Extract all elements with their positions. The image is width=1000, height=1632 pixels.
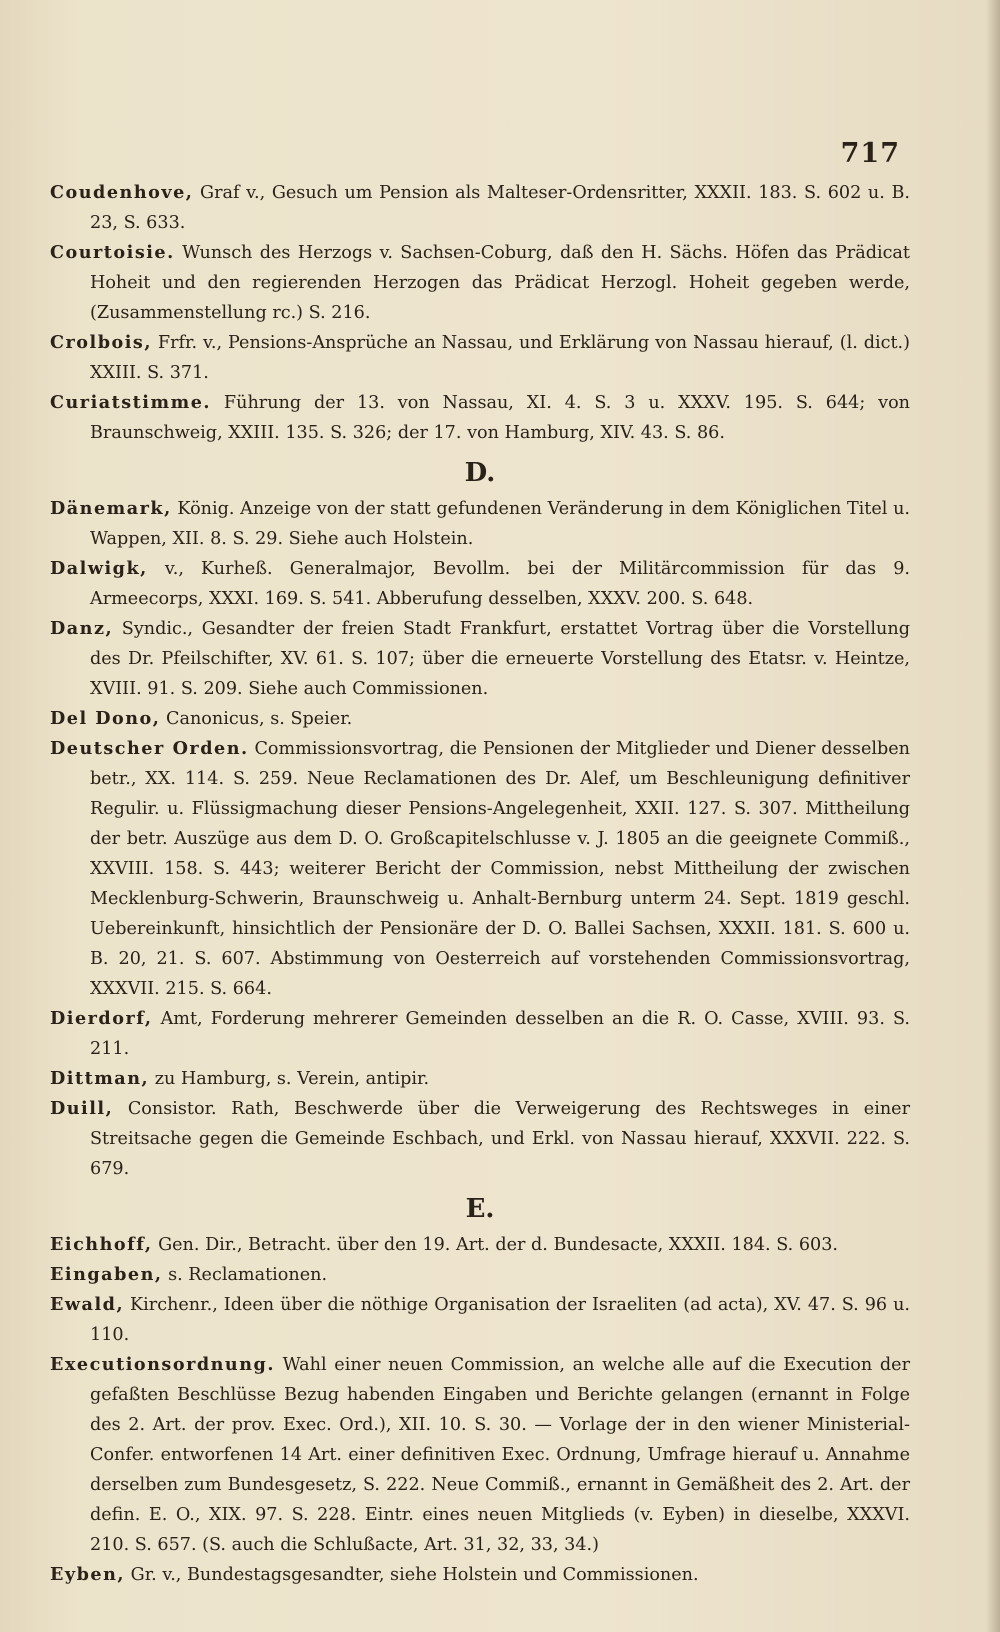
entry-headword: Dänemark, xyxy=(50,498,172,519)
entry-headword: Curiatstimme. xyxy=(50,392,212,413)
section-letter: D. xyxy=(464,458,496,488)
index-entry xyxy=(50,734,910,1004)
entry-headword: Deutscher Orden. xyxy=(50,738,249,759)
index-entry xyxy=(50,614,910,704)
entry-headword: Dierdorf, xyxy=(50,1008,153,1029)
index-entry xyxy=(50,1230,910,1260)
entry-text: v., Kurheß. Generalmajor, Bevollm. bei der Militärcommission für das 9. Armeecorps, XXXI. 169. S. 541. Abberufung desselben, XXXV. 200. S. 648. xyxy=(90,559,910,609)
entry-headword: Eichhoff, xyxy=(50,1234,153,1255)
index-entry xyxy=(50,1064,910,1094)
entry-text: Syndic., Gesandter der freien Stadt Frankfurt, erstattet Vortrag über die Vorstellung des Dr. Pfeilschifter, XV. 61. S. 107; über die erneuerte Vorstellung des Etatsr. v. Heintze, XVIII. 91. S. 209. Siehe auch Commissionen. xyxy=(90,619,910,699)
entry-headword: Duill, xyxy=(50,1098,114,1119)
index-entry xyxy=(50,704,910,734)
section-letter: E. xyxy=(465,1194,495,1224)
entry-text: Wahl einer neuen Commission, an welche alle auf die Execution der gefaßten Beschlüsse Bezug habenden Eingaben und Berichte gelangen (ernannt in Folge des 2. Art. der prov. Exec. Ord.), XII. 10. S. 30. — Vorlage der in den wiener Ministerial-Confer. entworfenen 14 Art. einer definitiven Exec. Ordnung, Umfrage hierauf u. Annahme derselben zum Bundesgesetz, S. 222. Neue Commiß., ernannt in Gemäßheit des 2. Art. der defin. E. O., XIX. 97. S. 228. Eintr. eines neuen Mitglieds (v. Eyben) in dieselbe, XXXVI. 210. S. 657. (S. auch die Schlußacte, Art. 31, 32, 33, 34.) xyxy=(90,1355,910,1555)
entry-text: Amt, Forderung mehrerer Gemeinden desselben an die R. O. Casse, XVIII. 93. S. 211. xyxy=(90,1009,910,1059)
entry-headword: Eyben, xyxy=(50,1564,126,1585)
index-entry xyxy=(50,1004,910,1064)
entry-headword: Courtoisie. xyxy=(50,242,175,263)
index-entry xyxy=(50,178,910,238)
entry-text: zu Hamburg, s. Verein, antipir. xyxy=(149,1069,430,1089)
entry-headword: Del Dono, xyxy=(50,708,161,729)
entry-headword: Danz, xyxy=(50,618,114,639)
index-entry xyxy=(50,554,910,614)
entry-headword: Executionsordnung. xyxy=(50,1354,275,1375)
entry-headword: Ewald, xyxy=(50,1294,125,1315)
entry-text: s. Reclamationen. xyxy=(162,1265,328,1285)
entry-headword: Coudenhove, xyxy=(50,182,194,203)
entry-text: König. Anzeige von der statt gefundenen Veränderung in dem Königlichen Titel u. Wappen, XII. 8. S. 29. Siehe auch Holstein. xyxy=(90,499,910,549)
entry-headword: Dittman, xyxy=(50,1068,150,1089)
entry-text: Kirchenr., Ideen über die nöthige Organisation der Israeliten (ad acta), XV. 47. S. 96 u. 110. xyxy=(90,1295,910,1345)
index-entry xyxy=(50,388,910,448)
entry-text: Wunsch des Herzogs v. Sachsen-Coburg, daß den H. Sächs. Höfen das Prädicat Hoheit und den regierenden Herzogen das Prädicat Herzogl. Hoheit gegeben werde, (Zusammenstellung rc.) S. 216. xyxy=(90,243,910,323)
index-entry xyxy=(50,1290,910,1350)
entry-headword: Dalwigk, xyxy=(50,558,148,579)
index-entry xyxy=(50,494,910,554)
entry-text: Graf v., Gesuch um Pension als Malteser-Ordensritter, XXXII. 183. S. 602 u. B. 23, S. 633. xyxy=(90,183,910,233)
entry-text: Gr. v., Bundestagsgesandter, siehe Holstein und Commissionen. xyxy=(125,1565,699,1585)
entry-text: Commissionsvortrag, die Pensionen der Mitglieder und Diener desselben betr., XX. 114. S. 259. Neue Reclamationen des Dr. Alef, um Beschleunigung definitiver Regulir. u. Flüssigmachung dieser Pensions-Angelegenheit, XXII. 127. S. 307. Mittheilung der betr. Auszüge aus dem D. O. Großcapitelschlusse v. J. 1805 an die geeignete Commiß., XXVIII. 158. S. 443; weiterer Bericht der Commission, nebst Mittheilung der zwischen Mecklenburg-Schwerin, Braunschweig u. Anhalt-Bernburg unterm 24. Sept. 1819 geschl. Uebereinkunft, hinsichtlich der Pensionäre der D. O. Ballei Sachsen, XXXII. 181. S. 600 u. B. 20, 21. S. 607. Abstimmung von Oesterreich auf vorstehenden Commissionsvortrag, XXXVII. 215. S. 664. xyxy=(90,739,910,999)
entry-text: Consistor. Rath, Beschwerde über die Verweigerung des Rechtsweges in einer Streitsache gegen die Gemeinde Eschbach, und Erkl. von Nassau hierauf, XXXVII. 222. S. 679. xyxy=(90,1099,910,1179)
entry-text: Führung der 13. von Nassau, XI. 4. S. 3 u. XXXV. 195. S. 644; von Braunschweig, XXIII. 135. S. 326; der 17. von Hamburg, XIV. 43. S. 86. xyxy=(90,393,910,443)
index-entry xyxy=(50,1350,910,1560)
entry-text: Frfr. v., Pensions-Ansprüche an Nassau, und Erklärung von Nassau hierauf, (l. dict.) XXIII. S. 371. xyxy=(90,333,910,383)
entry-text: Canonicus, s. Speier. xyxy=(160,709,353,729)
index-content xyxy=(50,178,910,1590)
index-entry xyxy=(50,328,910,388)
entry-headword: Crolbois, xyxy=(50,332,152,353)
index-entry xyxy=(50,1260,910,1290)
index-entry xyxy=(50,238,910,328)
page-number: 717 xyxy=(840,138,900,169)
entry-text: Gen. Dir., Betracht. über den 19. Art. der d. Bundesacte, XXXII. 184. S. 603. xyxy=(152,1235,839,1255)
entry-headword: Eingaben, xyxy=(50,1264,163,1285)
index-entry xyxy=(50,1094,910,1184)
index-entry xyxy=(50,1560,910,1590)
